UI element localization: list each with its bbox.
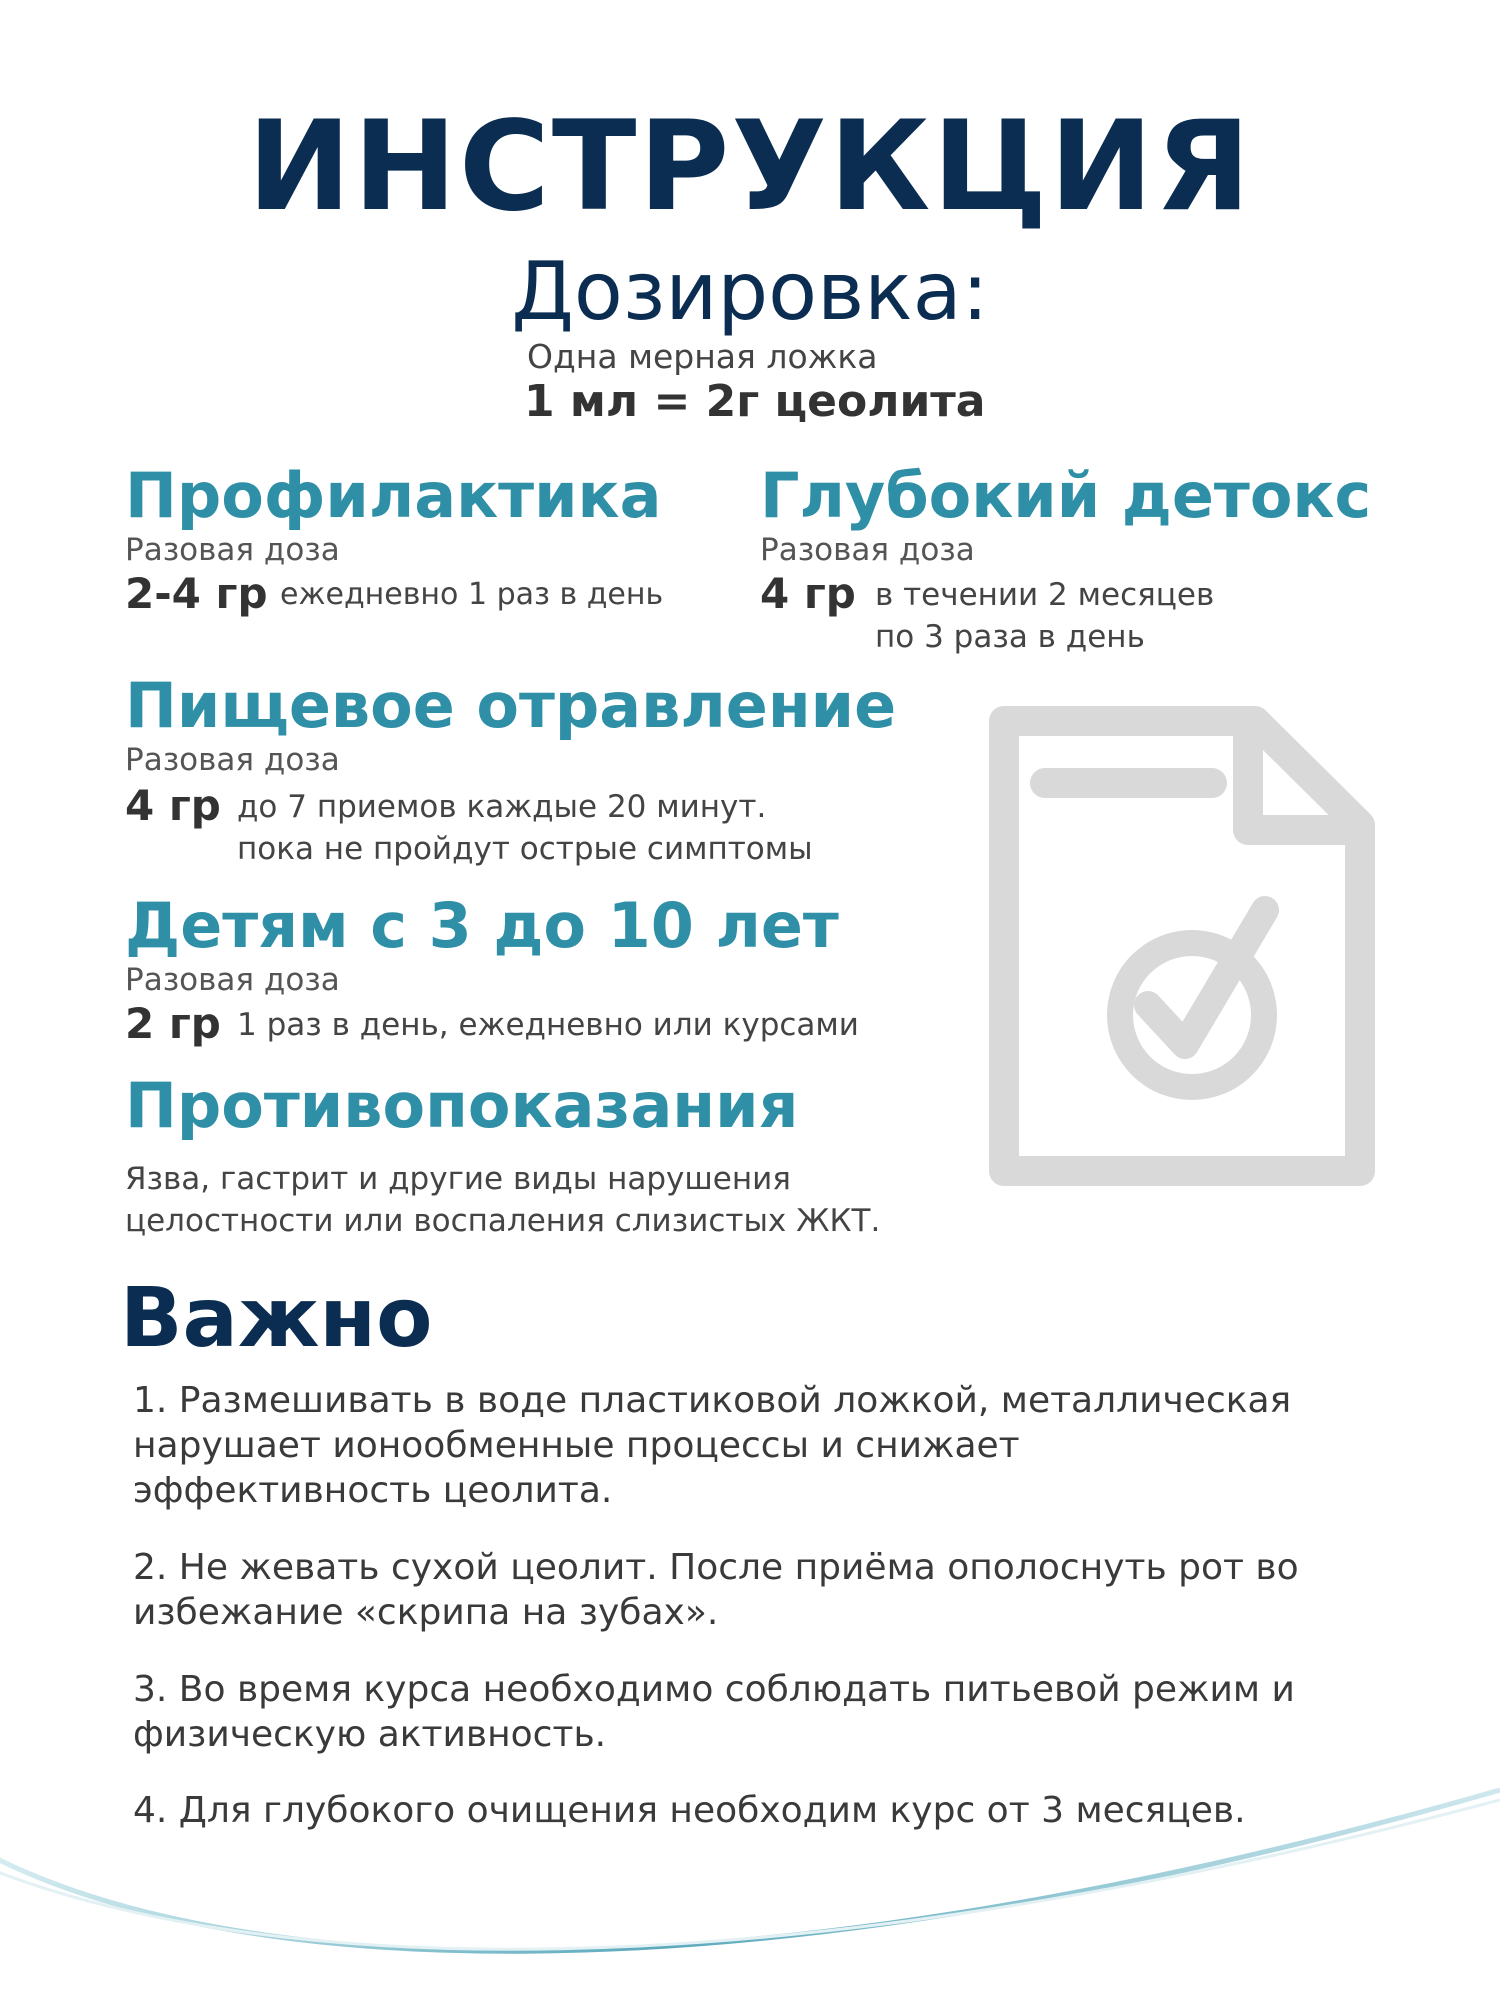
important-item-4-line1: 4. Для глубокого очищения необходим курс от 3 месяцев. — [133, 1790, 1246, 1831]
decorative-wave — [0, 1700, 1500, 2004]
poisoning-title: Пищевое отравление — [125, 669, 897, 742]
spoon-value: 1 мл = 2г цеолита — [524, 376, 986, 427]
important-item-1-line2: нарушает ионообменные процессы и снижает — [133, 1425, 1020, 1466]
contraindications-text-line2: целостности или воспаления слизистых ЖКТ. — [125, 1203, 881, 1239]
poisoning-subtitle: Разовая доза — [125, 742, 340, 778]
contraindications-title: Противопоказания — [125, 1069, 799, 1142]
detox-subtitle: Разовая доза — [760, 532, 975, 568]
dosage-title: Дозировка: — [511, 245, 989, 338]
poisoning-dose: 4 гр — [125, 781, 221, 830]
important-item-3-line2: физическую активность. — [133, 1714, 607, 1755]
important-item-1 — [133, 1378, 1413, 1513]
children-title: Детям с 3 до 10 лет — [125, 889, 839, 962]
important-item-1-line1: 1. Размешивать в воде пластиковой ложкой, металлическая — [133, 1380, 1292, 1421]
poisoning-note-line2: пока не пройдут острые симптомы — [237, 831, 813, 867]
poisoning-note-line1: до 7 приемов каждые 20 минут. — [237, 789, 767, 825]
detox-note-line2: по 3 раза в день — [875, 619, 1145, 655]
spoon-text: Одна мерная ложка — [527, 337, 878, 376]
important-item-3-line1: 3. Во время курса необходимо соблюдать питьевой режим и — [133, 1669, 1295, 1710]
contraindications-text-line1: Язва, гастрит и другие виды нарушения — [125, 1161, 791, 1197]
prophylaxis-subtitle: Разовая доза — [125, 532, 340, 568]
important-title: Важно — [120, 1271, 433, 1366]
important-item-2-line2: избежание «скрипа на зубах». — [133, 1592, 719, 1633]
important-item-2 — [133, 1545, 1413, 1635]
detox-title: Глубокий детокс — [760, 459, 1372, 532]
prophylaxis-note: ежедневно 1 раз в день — [280, 577, 664, 612]
detox-note-line1: в течении 2 месяцев — [875, 577, 1215, 613]
page-title: ИНСТРУКЦИЯ — [247, 95, 1253, 239]
children-dose: 2 гр — [125, 999, 221, 1048]
prophylaxis-title: Профилактика — [125, 459, 662, 532]
prophylaxis-dose: 2-4 гр — [125, 569, 268, 618]
children-subtitle: Разовая доза — [125, 962, 340, 998]
children-note: 1 раз в день, ежедневно или курсами — [237, 1007, 859, 1043]
detox-dose: 4 гр — [760, 569, 856, 618]
important-item-2-line1: 2. Не жевать сухой цеолит. После приёма ополоснуть рот во — [133, 1547, 1299, 1588]
important-item-1-line3: эффективность цеолита. — [133, 1470, 613, 1511]
document-check-icon — [980, 705, 1380, 1199]
